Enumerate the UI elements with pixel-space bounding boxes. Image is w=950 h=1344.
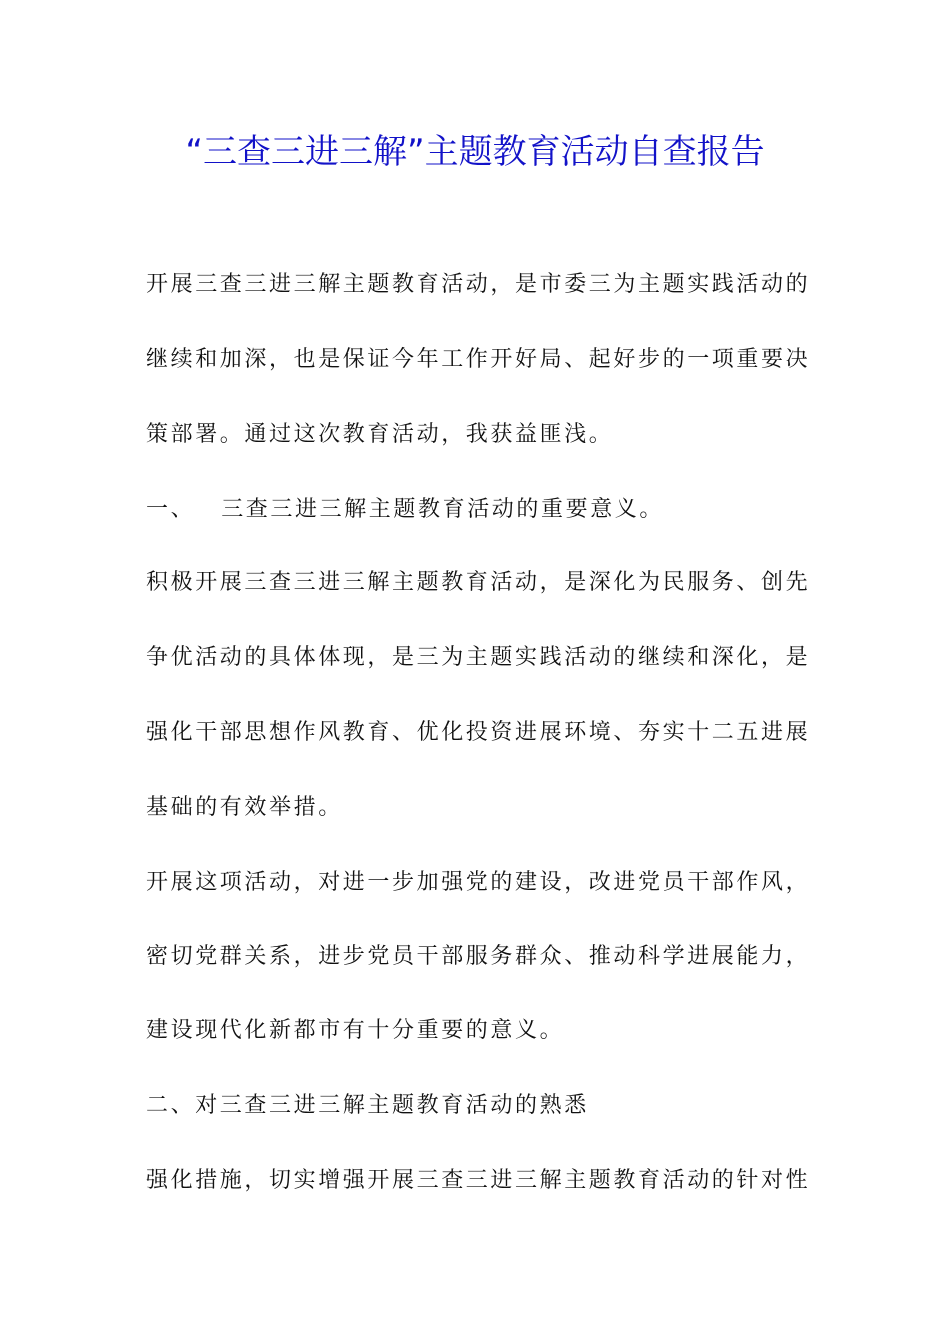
paragraph-line: 积极开展三查三进三解主题教育活动，是深化为民服务、创先 xyxy=(146,570,811,595)
paragraph-line: 策部署。通过这次教育活动，我获益匪浅。 xyxy=(146,422,614,447)
paragraph-line: 强化措施，切实增强开展三查三进三解主题教育活动的针对性 xyxy=(146,1168,811,1193)
paragraph-line: 继续和加深，也是保证今年工作开好局、起好步的一项重要决 xyxy=(146,347,811,372)
paragraph-line: 争优活动的具体体现，是三为主题实践活动的继续和深化，是 xyxy=(146,645,811,670)
section-heading-2: 二、对三查三进三解主题教育活动的熟悉 xyxy=(146,1093,589,1118)
section-heading-1 xyxy=(146,495,664,525)
paragraph-line: 密切党群关系，进步党员干部服务群众、推动科学进展能力， xyxy=(146,944,811,969)
paragraph-line: 开展这项活动，对进一步加强党的建设，改进党员干部作风， xyxy=(146,870,811,895)
paragraph-line: 建设现代化新都市有十分重要的意义。 xyxy=(146,1018,565,1043)
section-heading-text: 三查三进三解主题教育活动的重要意义。 xyxy=(221,497,665,522)
paragraph-line: 基础的有效举措。 xyxy=(146,795,343,820)
paragraph-line: 开展三查三进三解主题教育活动，是市委三为主题实践活动的 xyxy=(146,272,811,297)
paragraph-line: 强化干部思想作风教育、优化投资进展环境、夯实十二五进展 xyxy=(146,720,811,745)
section-marker: 一、 xyxy=(146,497,196,522)
document-title: “三查三进三解”主题教育活动自查报告 xyxy=(185,132,765,172)
